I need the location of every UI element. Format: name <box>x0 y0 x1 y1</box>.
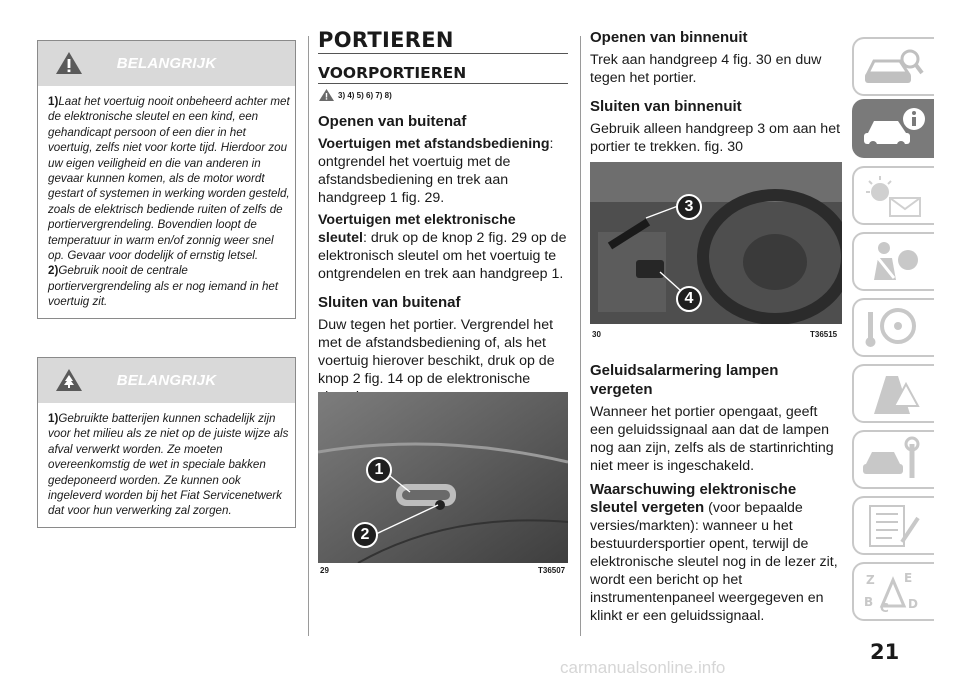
warning-lights-envelope-icon <box>860 172 926 220</box>
subsection-title: Sluiten van buitenaf <box>318 294 461 311</box>
paragraph <box>318 211 568 283</box>
item-number: 2) <box>48 264 59 278</box>
airbag-seatbelt-icon <box>860 238 926 286</box>
column-divider <box>308 36 309 636</box>
item-text: Gebruikte batterijen kunnen schadelijk zijn voor het milieu als ze niet op de juiste wijze als afval verwerkt worden. Ze moeten overeenkomstig de wet in speciale bakken gedeponeerd worden. Ze kunnen ook ingeleverd worden bij het Fiat Servicenetwerk dat voor hun verwerking zal zorgen. <box>48 412 289 518</box>
tab-starting-driving[interactable] <box>852 298 934 357</box>
svg-text:B: B <box>864 595 874 609</box>
figure-code: T36515 <box>810 330 838 339</box>
figure-30-interior-handles <box>590 162 842 324</box>
references-text: 3) 4) 5) 6) 7) 8) <box>338 90 392 100</box>
tab-index[interactable] <box>852 562 934 621</box>
warning-header <box>38 41 295 86</box>
item-number: 1) <box>48 412 59 425</box>
warning-header <box>38 358 295 403</box>
car-magnifier-icon <box>860 43 926 91</box>
tab-car-info[interactable] <box>852 99 934 158</box>
column-doors <box>318 28 568 406</box>
paragraph: Wanneer het portier opengaat, geeft een geluidssignaal aan dat de lampen nog aan zijn, zelfs als de startinrichting niet meer is ingeschakeld. <box>590 404 834 474</box>
tab-technical-data[interactable] <box>852 496 934 555</box>
paragraph: Gebruik alleen handgreep 3 om aan het portier te trekken. fig. 30 <box>590 121 841 155</box>
warning-title: BELANGRIJK <box>116 372 217 389</box>
callout-2: 2 <box>352 522 378 548</box>
item-text: Laat het voertuig nooit onbeheerd achter met de elektronische sleutel en een kind, een gehandicapt persoon of een dier in het voertuig, zelfs niet voor korte tijd. Hierdoor zou uw eigen veiligheid en die van anderen in gevaar kunnen komen, als de motor wordt gestart of systemen in werking worden gesteld, zoals de elektrisch bediende ruiten of zelfs de portiervergrendeling. Bovendien loopt de temperatuur in warm en/of zonnig weer snel op. Gevaar voor dodelijk of ernstig letsel. <box>48 95 290 263</box>
figure-29-door-handle <box>318 392 568 563</box>
tab-maintenance[interactable] <box>852 430 934 489</box>
item-number: 1) <box>48 95 59 108</box>
road-warning-icon <box>860 370 926 418</box>
column-interior <box>590 28 842 156</box>
paragraph: Duw tegen het portier. Vergrendel het met de afstandsbediening of, als het voertuig hierover beschikt, druk op de knop 2 fig. 14 op de elektronische <box>318 317 555 387</box>
column-divider <box>580 36 581 636</box>
paragraph-text: (voor bepaalde versies/markten): wanneer u het bestuurdersportier opent, terwijl de elektronische sleutel nog in de lezer zit, wordt een bericht op het instrumentenpaneel weergegeven en klinkt er een geluidssignaal. <box>590 500 838 624</box>
item-text: Gebruik nooit de centrale portiervergrendeling als er nog iemand in het voertuig zit. <box>48 264 279 309</box>
svg-text:Z: Z <box>866 573 875 587</box>
warning-triangle-icon <box>318 88 335 102</box>
car-wrench-icon <box>860 436 926 484</box>
tab-warning-lights[interactable] <box>852 166 934 225</box>
paragraph: Trek aan handgreep 4 fig. 30 en duw tegen het portier. <box>590 52 822 86</box>
tab-safety[interactable] <box>852 232 934 291</box>
subsection-title: Geluidsalarmering lampen vergeten <box>590 362 779 398</box>
section-heading: PORTIEREN <box>318 28 568 54</box>
bold-lead: Waarschuwing elektronische sleutel vergeten <box>590 481 797 516</box>
bold-lead: Voertuigen met afstandsbediening <box>318 136 550 152</box>
alphabetical-index-icon <box>860 568 926 616</box>
paragraph-text: : ontgrendel het voertuig met de afstandsbediening en trek aan handgreep 1 fig. 29. <box>318 136 554 206</box>
subsection-title: Openen van binnenuit <box>590 29 748 46</box>
svg-text:D: D <box>908 597 918 611</box>
warning-title: BELANGRIJK <box>116 55 217 72</box>
watermark: carmanualsonline.info <box>560 658 726 677</box>
car-info-icon <box>860 105 926 153</box>
warning-references <box>318 88 568 102</box>
warning-body <box>38 86 295 318</box>
interior-steering-illustration <box>590 162 842 324</box>
figure-code: T36507 <box>538 566 566 575</box>
key-steering-wheel-icon <box>860 304 926 352</box>
figure-number: 30 <box>592 330 601 339</box>
callout-3: 3 <box>676 194 702 220</box>
warning-box-2 <box>37 357 296 528</box>
section-subheading: VOORPORTIEREN <box>318 64 568 84</box>
callout-1: 1 <box>366 457 392 483</box>
subsection-title: Sluiten van binnenuit <box>590 98 742 115</box>
paragraph-text: : druk op de knop 2 fig. 29 op de elektronisch sleutel om het voertuig te ontgrendelen en trek aan handgreep 1. <box>318 230 567 282</box>
technical-data-list-icon <box>860 502 926 550</box>
warning-box-1 <box>37 40 296 319</box>
tab-knowing-vehicle[interactable] <box>852 37 934 96</box>
subsection-title: Openen van buitenaf <box>318 113 467 130</box>
column-interior-continued <box>590 361 842 625</box>
figure-number: 29 <box>320 566 329 575</box>
tab-emergency[interactable] <box>852 364 934 423</box>
callout-4: 4 <box>676 286 702 312</box>
paragraph <box>590 481 842 625</box>
paragraph <box>318 135 568 207</box>
svg-text:C: C <box>880 601 889 615</box>
bold-lead: Voertuigen met elektronische sleutel <box>318 212 516 246</box>
page-number: 21 <box>870 640 900 664</box>
svg-text:E: E <box>904 571 913 585</box>
warning-body <box>38 403 295 527</box>
